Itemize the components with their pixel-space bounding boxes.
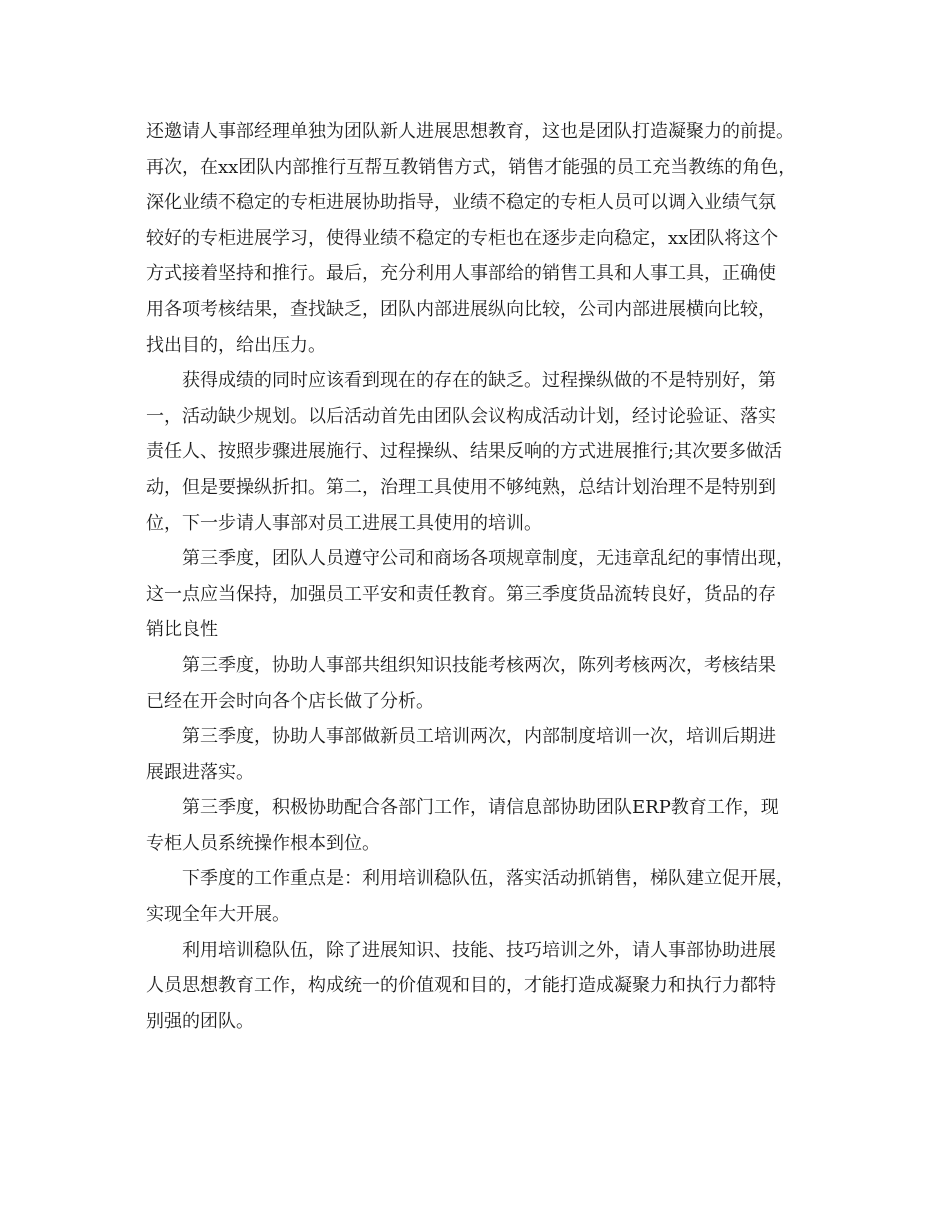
text-line: 动，但是要操纵折扣。第二，治理工具使用不够纯熟，总结计划治理不是特别到 bbox=[146, 476, 776, 498]
paragraph-5 bbox=[146, 719, 814, 790]
text-line: 下季度的工作重点是：利用培训稳队伍，落实活动抓销售，梯队建立促开展， bbox=[182, 868, 794, 890]
paragraph-1 bbox=[146, 114, 814, 363]
text-line: 第三季度，团队人员遵守公司和商场各项规章制度，无违章乱纪的事情出现， bbox=[182, 548, 794, 570]
text-line: 展跟进落实。 bbox=[146, 761, 254, 783]
text-line: 利用培训稳队伍，除了进展知识、技能、技巧培训之外，请人事部协助进展 bbox=[182, 939, 776, 961]
text-line: 还邀请人事部经理单独为团队新人进展思想教育，这也是团队打造凝聚力的前提。 bbox=[146, 121, 794, 142]
paragraph-3 bbox=[146, 541, 814, 648]
paragraph-2 bbox=[146, 363, 814, 541]
document-body bbox=[146, 114, 814, 1039]
text-line: 实现全年大开展。 bbox=[146, 904, 290, 926]
text-line: 位，下一步请人事部对员工进展工具使用的培训。 bbox=[146, 512, 542, 534]
paragraph-4 bbox=[146, 648, 814, 719]
text-line: 找出目的，给出压力。 bbox=[146, 334, 326, 356]
text-line: 第三季度，协助人事部做新员工培训两次，内部制度培训一次，培训后期进 bbox=[182, 726, 776, 748]
text-line: 人员思想教育工作，构成统一的价值观和目的，才能打造成凝聚力和执行力都特 bbox=[146, 975, 776, 997]
text-line: 责任人、按照步骤进展施行、过程操纵、结果反响的方式进展推行;其次要多做活 bbox=[146, 441, 783, 463]
text-line: 深化业绩不稳定的专柜进展协助指导，业绩不稳定的专柜人员可以调入业绩气氛 bbox=[146, 192, 776, 214]
text-line: 再次，在xx团队内部推行互帮互教销售方式，销售才能强的员工充当教练的角色， bbox=[146, 156, 797, 178]
text-line: 获得成绩的同时应该看到现在的存在的缺乏。过程操纵做的不是特别好，第 bbox=[182, 370, 776, 392]
paragraph-8 bbox=[146, 933, 814, 1040]
paragraph-7 bbox=[146, 861, 814, 932]
text-line: 用各项考核结果，查找缺乏，团队内部进展纵向比较，公司内部进展横向比较， bbox=[146, 298, 776, 320]
text-line: 方式接着坚持和推行。最后，充分利用人事部给的销售工具和人事工具，正确使 bbox=[146, 263, 776, 285]
text-line: 销比良性 bbox=[146, 619, 218, 641]
text-line: 这一点应当保持，加强员工平安和责任教育。第三季度货品流转良好，货品的存 bbox=[146, 583, 776, 605]
paragraph-6 bbox=[146, 790, 814, 861]
text-line: 一，活动缺少规划。以后活动首先由团队会议构成活动计划，经讨论验证、落实 bbox=[146, 405, 776, 427]
text-line: 第三季度，协助人事部共组织知识技能考核两次，陈列考核两次，考核结果 bbox=[182, 654, 776, 676]
text-line: 较好的专柜进展学习，使得业绩不稳定的专柜也在逐步走向稳定，xx团队将这个 bbox=[146, 227, 779, 249]
text-line: 专柜人员系统操作根本到位。 bbox=[146, 832, 380, 854]
text-line: 第三季度，积极协助配合各部门工作，请信息部协助团队ERP教育工作，现 bbox=[182, 797, 779, 819]
text-line: 已经在开会时向各个店长做了分析。 bbox=[146, 690, 434, 712]
text-line: 别强的团队。 bbox=[146, 1010, 254, 1032]
